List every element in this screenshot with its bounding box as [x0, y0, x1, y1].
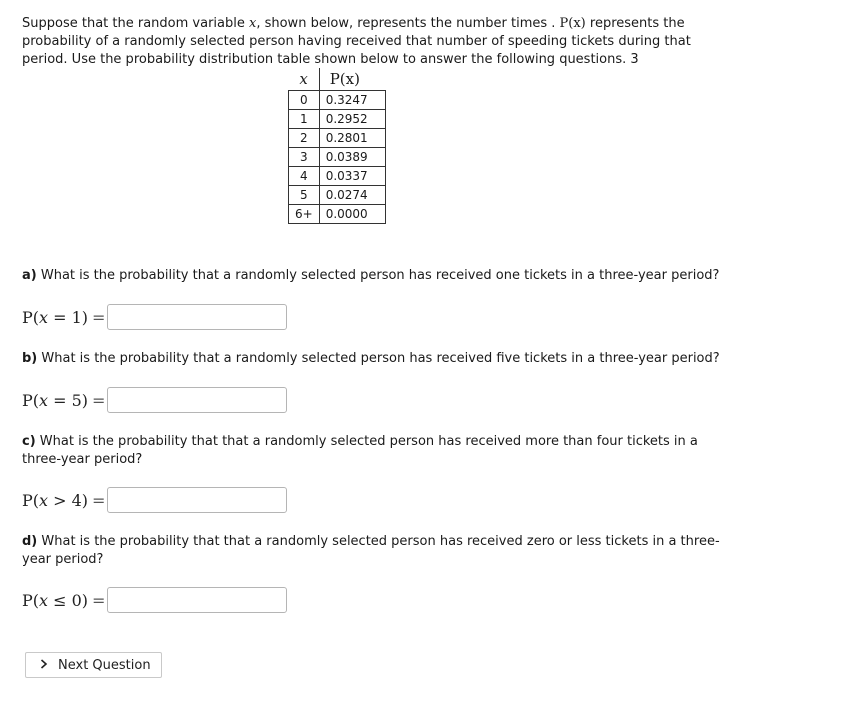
answer-row-c	[22, 485, 287, 515]
answer-c-label	[22, 491, 88, 510]
intro-var-x: x	[248, 16, 257, 31]
answer-d-label-var: x	[39, 590, 49, 610]
equals-sign: =	[92, 590, 106, 610]
question-d	[22, 533, 732, 569]
answer-c-label-post: > 4)	[48, 490, 89, 510]
answer-a-label-var: x	[39, 307, 49, 327]
answer-b-input[interactable]	[107, 387, 287, 413]
answer-b-label-var: x	[39, 390, 49, 410]
table-cell-x: 1	[289, 110, 320, 129]
answer-a-label-pre: P(	[22, 307, 40, 327]
next-question-label: Next Question	[58, 657, 151, 673]
answer-a-label	[22, 308, 88, 327]
table-header-px: P(x)	[329, 70, 360, 88]
table-row	[289, 91, 386, 110]
answer-row-d	[22, 585, 287, 615]
answer-d-label	[22, 591, 88, 610]
table-cell-p: 0.3247	[319, 91, 386, 110]
answer-c-label-pre: P(	[22, 490, 40, 510]
intro-text-2: , shown below, represents the number times .	[256, 16, 560, 31]
table-cell-p: 0.0337	[319, 167, 386, 186]
table-cell-x: 3	[289, 148, 320, 167]
intro-text-3: represents the probability of a randomly selected person having received that number of speeding tickets during that period. Use the probability distribution table shown below to answer the following questions. 3	[22, 16, 691, 67]
table-row	[289, 186, 386, 205]
table-cell-x: 5	[289, 186, 320, 205]
table-cell-x: 0	[289, 91, 320, 110]
table-row	[289, 205, 386, 224]
equals-sign: =	[92, 390, 106, 410]
table-cell-x: 4	[289, 167, 320, 186]
equals-sign: =	[92, 307, 106, 327]
question-b-letter: b)	[22, 351, 38, 366]
question-b	[22, 350, 732, 368]
table-header-row	[289, 68, 386, 91]
table-row	[289, 148, 386, 167]
answer-a-input[interactable]	[107, 304, 287, 330]
question-d-text: What is the probability that that a randomly selected person has received zero or less tickets in a three-year period?	[22, 534, 720, 567]
answer-row-a	[22, 302, 287, 332]
question-b-text: What is the probability that a randomly selected person has received five tickets in a three-year period?	[37, 351, 720, 366]
answer-d-input[interactable]	[107, 587, 287, 613]
table-cell-p: 0.2952	[319, 110, 386, 129]
table-row	[289, 110, 386, 129]
answer-b-label	[22, 391, 88, 410]
question-a-text: What is the probability that a randomly selected person has received one tickets in a three-year period?	[36, 268, 720, 283]
table-cell-p: 0.0000	[319, 205, 386, 224]
equals-sign: =	[92, 490, 106, 510]
question-c-text: What is the probability that that a randomly selected person has received more than four tickets in a three-year period?	[22, 434, 698, 467]
table-cell-p: 0.2801	[319, 129, 386, 148]
answer-a-label-post: = 1)	[48, 307, 89, 327]
table-cell-p: 0.0389	[319, 148, 386, 167]
answer-row-b	[22, 385, 287, 415]
answer-b-label-pre: P(	[22, 390, 40, 410]
problem-intro	[22, 15, 722, 69]
table-row	[289, 129, 386, 148]
answer-d-label-post: ≤ 0)	[48, 590, 89, 610]
question-a-letter: a)	[22, 268, 37, 283]
answer-d-label-pre: P(	[22, 590, 40, 610]
table-cell-p: 0.0274	[319, 186, 386, 205]
answer-b-label-post: = 5)	[48, 390, 89, 410]
table-row	[289, 167, 386, 186]
answer-c-input[interactable]	[107, 487, 287, 513]
answer-c-label-var: x	[39, 490, 49, 510]
question-a	[22, 267, 732, 285]
question-c	[22, 433, 732, 469]
table-cell-x: 6+	[289, 205, 320, 224]
intro-text-1: Suppose that the random variable	[22, 16, 249, 31]
next-question-button[interactable]	[25, 652, 162, 678]
intro-px: P(x)	[559, 16, 586, 31]
table-header-x: x	[289, 68, 320, 91]
question-d-letter: d)	[22, 534, 38, 549]
table-cell-x: 2	[289, 129, 320, 148]
question-c-letter: c)	[22, 434, 36, 449]
probability-distribution-table	[288, 68, 386, 224]
chevron-right-icon	[40, 658, 48, 672]
